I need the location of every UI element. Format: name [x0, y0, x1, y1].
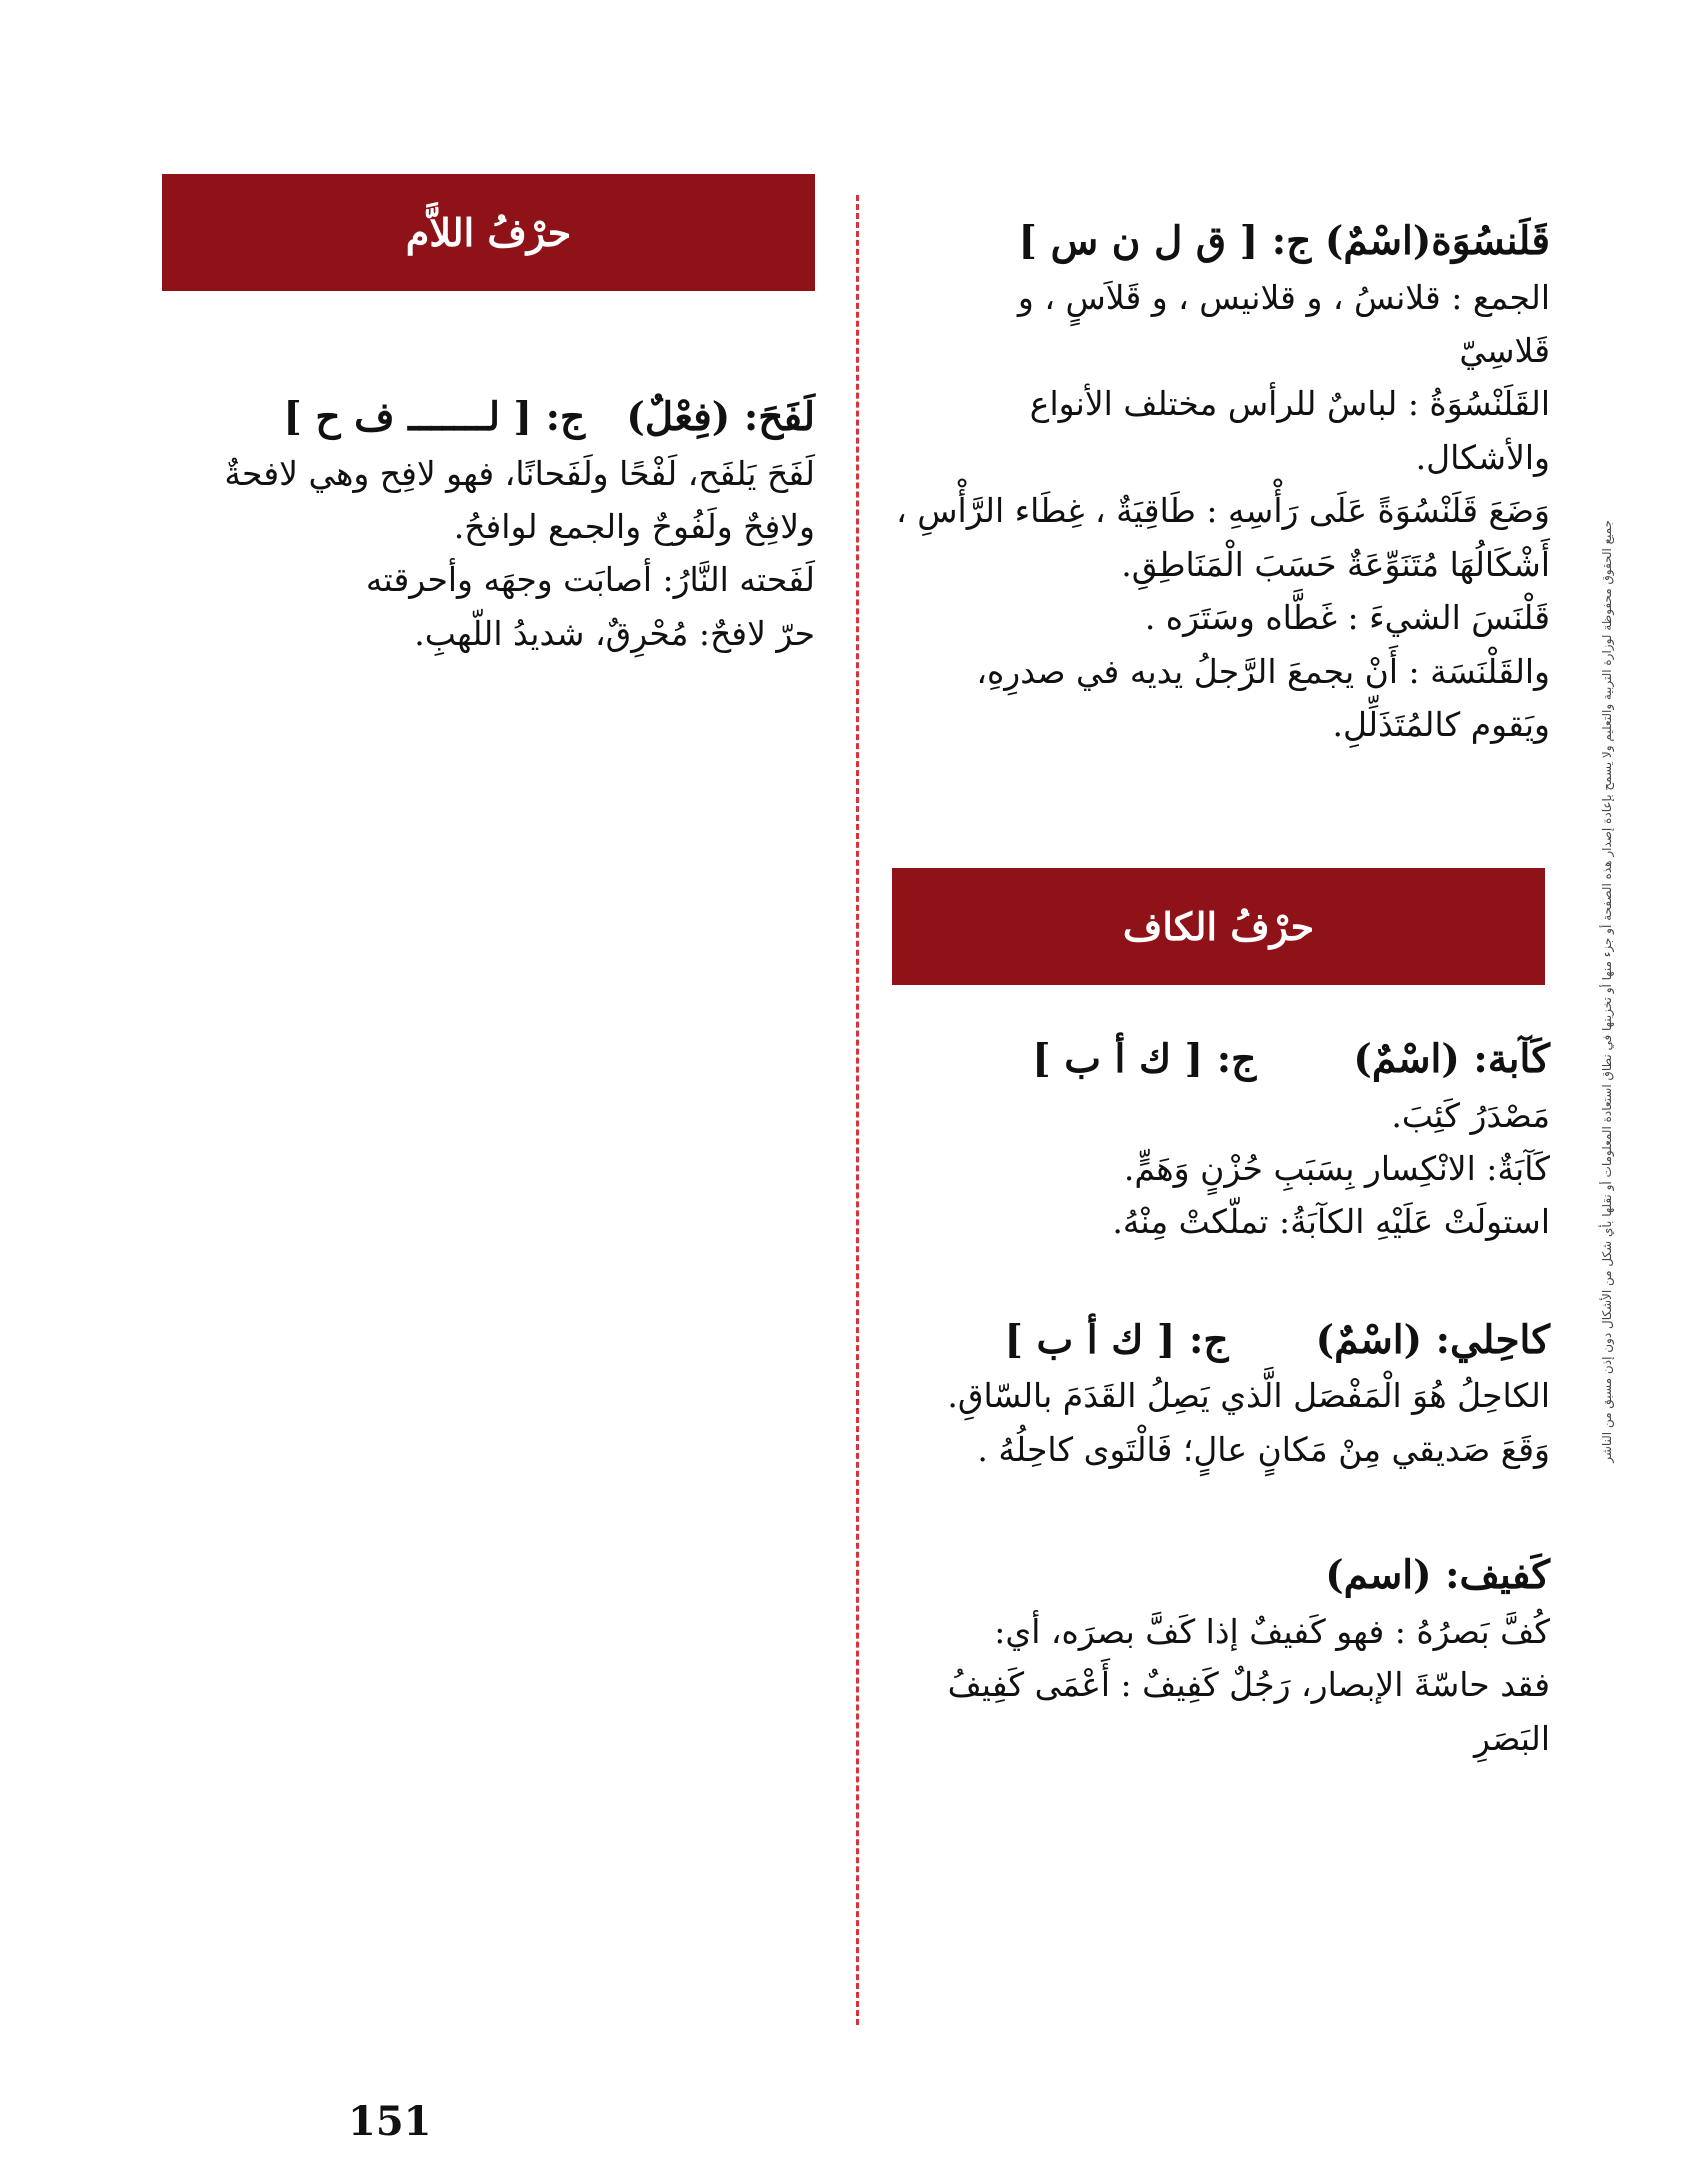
- entry-line: والأشكال.: [1415, 437, 1550, 477]
- entry-line: الجمع : قلانسُ ، و قلانيس ، و قَلاَسٍ ، و: [1017, 277, 1550, 317]
- entry-line: كَآبَةٌ: الانْكِسار بِسَبَبِ حُزْنٍ وَهَمٍّ.: [1123, 1148, 1550, 1188]
- section-title-lam: حرْفُ اللاَّم: [405, 210, 572, 255]
- entry-word: كَفيف:: [1445, 1552, 1550, 1599]
- entry-line: البَصَرِ: [1473, 1718, 1550, 1758]
- entry-line: قَلاسِيّ: [1459, 330, 1550, 370]
- entry-word: كَآبة:: [1473, 1036, 1550, 1082]
- entry-line: فقد حاسّةَ الإبصار، رَجُلٌ كَفِيفٌ : أَعْمَى كَفِيفُ: [947, 1665, 1550, 1705]
- entry-type: (اسْمٌ): [1315, 1316, 1423, 1363]
- entry-line: قَلْنَسَ الشيءَ : غَطَّاه وسَتَرَه .: [1144, 598, 1550, 638]
- entry-line: وَضَعَ قَلَنْسُوَةً عَلَى رَأْسِهِ : طَاقِيَةٌ ، غِطَاء الرَّأْسِ ،: [896, 491, 1550, 531]
- entry-line: استولَتْ عَلَيْهِ الكآبَةُ: تملّكتْ مِنْهُ.: [1112, 1202, 1550, 1242]
- entry-line: مَصْدَرُ كَئِبَ.: [1391, 1095, 1550, 1135]
- entry-line: لَفَحته النَّارُ: أصابَت وجهَه وأحرقته: [365, 560, 815, 600]
- left-column: [150, 388, 815, 660]
- entry-type: (اسم): [1325, 1552, 1432, 1599]
- page-number: 151: [348, 2098, 432, 2145]
- column-divider: [856, 195, 859, 2025]
- entry-root: ج: [ لـــــــ ف ح ]: [283, 394, 586, 440]
- entry-title-kafif: [900, 1546, 1550, 1605]
- entry-line: الكاحِلُ هُوَ الْمَفْصَل الَّذي يَصِلُ القَدَمَ بالسّاقِ.: [947, 1376, 1550, 1416]
- entry-root: ج: [ ك أ ب ]: [1032, 1036, 1257, 1082]
- entry-line: أَشْكَالُهَا مُتَنَوِّعَةٌ حَسَبَ الْمَنَاطِقِ.: [1121, 544, 1550, 584]
- entry-word: كاحِلي:: [1435, 1316, 1550, 1363]
- entry-title-lafaha: [150, 388, 815, 447]
- entry-root: ج: [ ق ل ن س ]: [1018, 218, 1312, 264]
- right-column-kaf: [900, 1030, 1550, 1765]
- entry-word: قَلَنسُوَة(اسْمٌ): [1324, 218, 1550, 264]
- entry-line: ولافِحٌ ولَفُوحٌ والجمع لوافحُ.: [453, 506, 815, 546]
- entry-title-kaaba: [900, 1030, 1550, 1089]
- copyright-side-note: جميع الحقوق محفوظة لوزارة التربية والتعليم ولا يسمح بإعادة إصدار هذه الصفحة أو جزء منها أو تخزينها في نطاق استعادة المعلومات أو نقلها بأي شكل من الأشكال دون إذن مسبق من الناشر: [1600, 520, 1614, 1463]
- section-banner-lam: [162, 174, 815, 291]
- section-title-kaf: حرْفُ الكاف: [1122, 904, 1315, 949]
- entry-title-kahili: [900, 1311, 1550, 1370]
- entry-line: ويَقوم كالمُتَذَلِّلِ.: [1332, 705, 1550, 745]
- entry-word: لَفَحَ:: [743, 394, 815, 440]
- entry-line: والقَلْنَسَة : أَنْ يجمعَ الرَّجلُ يديه في صدرِهِ،: [976, 651, 1550, 691]
- entry-root: ج: [ ك أ ب ]: [1004, 1316, 1229, 1363]
- entry-line: وَقَعَ صَديقي مِنْ مَكانٍ عالٍ؛ فَالْتَوى كاحِلُهُ .: [977, 1429, 1550, 1469]
- entry-type: (اسْمٌ): [1353, 1036, 1460, 1082]
- entry-line: لَفَحَ يَلفَح، لَفْحًا ولَفَحانًا، فهو لافِح وهي لافحةٌ: [224, 453, 815, 493]
- entry-title-qalansuwa: [900, 212, 1550, 271]
- section-banner-kaf: [892, 868, 1545, 985]
- entry-line: كُفَّ بَصرُهُ : فهو كَفيفٌ إذا كَفَّ بصرَه، أي:: [994, 1611, 1550, 1651]
- entry-line: حرّ لافحٌ: مُحْرِقٌ، شديدُ اللّهبِ.: [414, 613, 815, 653]
- entry-type: (فِعْلٌ): [626, 394, 731, 440]
- right-column-top: [896, 212, 1550, 752]
- entry-line: القَلَنْسُوَةُ : لباسٌ للرأس مختلف الأنواع: [1029, 384, 1550, 424]
